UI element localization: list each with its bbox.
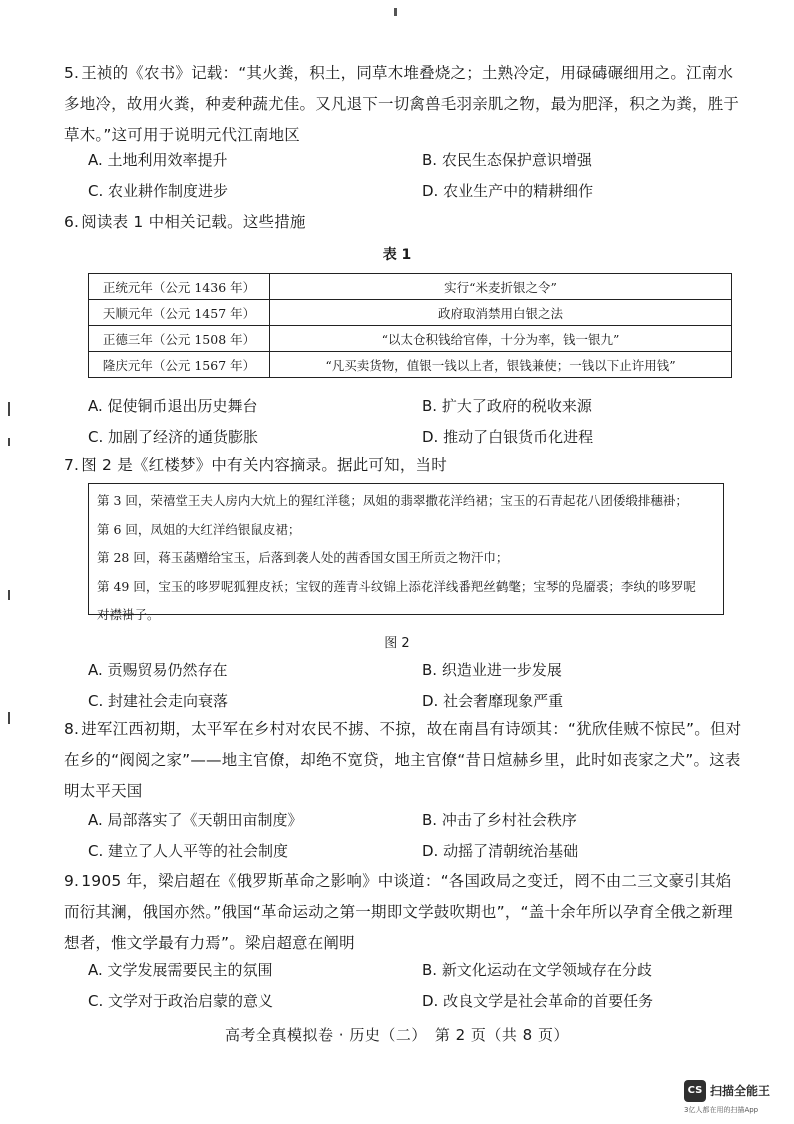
option-d[interactable]: D. 动摇了清朝统治基础: [422, 842, 579, 860]
figure-2-excerpt: [88, 483, 724, 622]
table-row: [89, 352, 732, 378]
excerpt-line: 对襟褂子。: [97, 607, 160, 622]
options-q5: [88, 145, 728, 207]
camscanner-logo-icon: CS: [684, 1080, 706, 1102]
question-stem: 王祯的《农书》记载：“其火粪，积土，同草木堆叠烧之；土熟冷定，用碌碡碾细用之。江南水多地冷，故用火粪，种麦种蔬尤佳。又凡退下一切禽兽毛羽亲肌之物，最为肥泽，积之为粪，胜于草木。”这可用于说明元代江南地区: [64, 64, 740, 144]
option-d[interactable]: D. 农业生产中的精耕细作: [422, 182, 594, 200]
option-b[interactable]: B. 扩大了政府的税收来源: [422, 397, 592, 415]
option-c[interactable]: C. 加剧了经济的通货膨胀: [88, 428, 259, 446]
table-cell-record: 政府取消禁用白银之法: [270, 300, 732, 326]
question-number: 7.: [64, 456, 80, 474]
question-7: [64, 450, 744, 481]
option-c[interactable]: C. 封建社会走向衰落: [88, 692, 229, 710]
option-a[interactable]: A. 贡赐贸易仍然存在: [88, 661, 228, 679]
binding-mark: [8, 402, 10, 416]
question-number: 9.: [64, 872, 80, 890]
option-d[interactable]: D. 推动了白银货币化进程: [422, 428, 594, 446]
binding-mark: [8, 590, 10, 600]
option-c[interactable]: C. 农业耕作制度进步: [88, 182, 229, 200]
option-a[interactable]: A. 土地利用效率提升: [88, 151, 228, 169]
option-c[interactable]: C. 建立了人人平等的社会制度: [88, 842, 289, 860]
question-stem: 1905 年，梁启超在《俄罗斯革命之影响》中谈道：“各国政局之变迁，罔不由二三文豪引其焰而衍其澜，俄国亦然。”俄国“革命运动之第一期即文学鼓吹期也”，“盖十余年所以孕育全俄之新理想者，惟文学最有力焉”。梁启超意在阐明: [64, 872, 733, 952]
question-stem: 进军江西初期，太平军在乡村对农民不掳、不掠，故在南昌有诗颂其：“犹欣佳贼不惊民”。但对在乡的“阀阅之家”——地主官僚，却绝不宽贷，地主官僚“昔日煊赫乡里，此时如丧家之犬”。这表明太平天国: [64, 720, 742, 800]
table-cell-record: 实行“米麦折银之令”: [270, 274, 732, 300]
options-q7: [88, 655, 728, 717]
question-stem: 图 2 是《红楼梦》中有关内容摘录。据此可知，当时: [81, 456, 447, 474]
brand-tagline: 3亿人都在用的扫描App: [684, 1106, 759, 1114]
question-stem: 阅读表 1 中相关记载。这些措施: [81, 213, 306, 231]
table-1: [88, 273, 732, 378]
table-row: [89, 300, 732, 326]
option-d[interactable]: D. 社会奢靡现象严重: [422, 692, 564, 710]
binding-mark: [8, 438, 10, 446]
table-cell-record: “以太仓积钱给官俸，十分为率，钱一银九”: [270, 326, 732, 352]
option-b[interactable]: B. 新文化运动在文学领域存在分歧: [422, 961, 652, 979]
question-6: [64, 207, 744, 238]
option-b[interactable]: B. 织造业进一步发展: [422, 661, 562, 679]
option-d[interactable]: D. 改良文学是社会革命的首要任务: [422, 992, 654, 1010]
option-b[interactable]: B. 冲击了乡村社会秩序: [422, 811, 577, 829]
option-a[interactable]: A. 文学发展需要民主的氛围: [88, 961, 273, 979]
question-5: [64, 58, 744, 151]
question-8: [64, 714, 744, 807]
table-row: [89, 274, 732, 300]
page-footer: 高考全真模拟卷 · 历史（二） 第 2 页（共 8 页）: [225, 1026, 569, 1044]
options-q6: [88, 391, 728, 453]
binding-mark: [8, 712, 10, 724]
question-number: 8.: [64, 720, 80, 738]
excerpt-line: 第 28 回，蒋玉菡赠给宝玉，后落到袭人处的茜香国女国王所贡之物汗巾；: [97, 550, 509, 565]
option-b[interactable]: B. 农民生态保护意识增强: [422, 151, 592, 169]
brand-name: 扫描全能王: [710, 1084, 771, 1098]
question-9: [64, 866, 744, 959]
table-cell-date: 隆庆元年（公元 1567 年）: [89, 352, 270, 378]
option-a[interactable]: A. 局部落实了《天朝田亩制度》: [88, 811, 303, 829]
table-row: [89, 326, 732, 352]
table-cell-date: 天顺元年（公元 1457 年）: [89, 300, 270, 326]
figure-caption: 图 2: [384, 636, 410, 651]
options-q9: [88, 955, 728, 1017]
table-cell-date: 正德三年（公元 1508 年）: [89, 326, 270, 352]
options-q8: [88, 805, 728, 867]
option-c[interactable]: C. 文学对于政治启蒙的意义: [88, 992, 274, 1010]
scanner-watermark: [684, 1080, 784, 1116]
table-caption: 表 1: [382, 247, 412, 263]
table-cell-date: 正统元年（公元 1436 年）: [89, 274, 270, 300]
excerpt-line: 第 3 回，荣禧堂王夫人房内大炕上的猩红洋毯；凤姐的翡翠撒花洋绉裙；宝玉的石青起花八团倭缎排穗褂；: [97, 493, 688, 508]
question-number: 6.: [64, 213, 80, 231]
question-number: 5.: [64, 64, 80, 82]
excerpt-line: 第 49 回，宝玉的哆罗呢狐狸皮袄；宝钗的莲青斗纹锦上添花洋线番羓丝鹤氅；宝琴的凫靥裘；李纨的哆罗呢: [97, 578, 696, 594]
option-a[interactable]: A. 促使铜币退出历史舞台: [88, 397, 258, 415]
excerpt-line: 第 6 回，凤姐的大红洋绉银鼠皮裙；: [97, 521, 301, 537]
scan-artifact: [394, 8, 397, 16]
table-cell-record: “凡买卖货物，值银一钱以上者，银钱兼使；一钱以下止许用钱”: [270, 352, 732, 378]
